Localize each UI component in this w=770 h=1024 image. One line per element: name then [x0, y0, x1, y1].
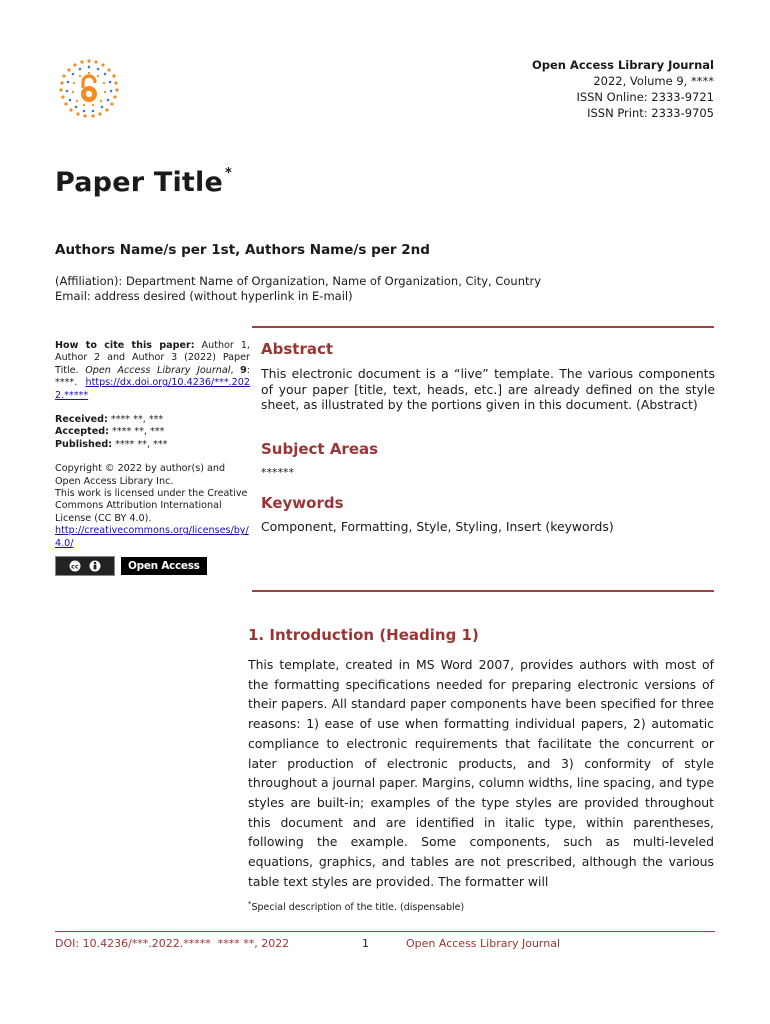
cite-text: Author 1, Author 2 and Author 3 (2022) Paper Title.: [55, 340, 250, 376]
accepted-label: Accepted:: [55, 426, 109, 438]
paper-title: [55, 166, 232, 198]
journal-logo: [58, 58, 120, 120]
keywords-heading: Keywords: [261, 494, 344, 512]
section-divider-bottom: [252, 590, 714, 592]
cc-icon: [68, 559, 82, 573]
title-footnote-mark: *: [224, 166, 232, 181]
open-access-lock-icon: [58, 58, 120, 120]
received-label: Received:: [55, 414, 108, 426]
introduction-text: This template, created in MS Word 2007, provides authors with most of the formatting specifications needed for preparing electronic versions of their papers. All standard paper components have been specified for three reasons: 1) ease of use when formatting individual papers, 2) automatic compliance to electronic requirements that facilitate the concurrent or later production of electronic products, and 3) conformity of style throughout a journal paper. Margins, column widths, line spacing, and type styles are built-in; examples of the type styles are provided throughout this document and are identified in italic type, within parentheses, following the example. Some components, such as multi-leveled equations, graphics, and tables are not prescribed, although the various table text styles are provided. The formatter will: [248, 657, 714, 889]
cite-label: How to cite this paper:: [55, 340, 195, 351]
dates-block: [55, 414, 250, 451]
email: Email: address desired (without hyperlink in E-mail): [55, 289, 353, 303]
journal-name: Open Access Library Journal: [531, 58, 714, 72]
published-value: **** **, ***: [115, 438, 168, 450]
footer-journal: Open Access Library Journal: [406, 937, 561, 950]
by-attribution-icon: [88, 559, 102, 573]
affiliation-block: [55, 274, 541, 304]
sidebar: [55, 340, 250, 576]
issn-print: ISSN Print: 2333-9705: [587, 106, 714, 120]
received-value: **** **, ***: [110, 414, 164, 426]
footer-doi-text: DOI: 10.4236/***.2022.*****: [55, 937, 211, 950]
open-access-badge[interactable]: Open Access: [121, 557, 207, 575]
cite-journal: Open Access Library Journal: [85, 364, 231, 376]
abstract-text: This electronic document is a “live” template. The various components of your paper [title, text, heads, etc.] are already defined on the style sheet, as illustrated by the portions given in this document. (Abstract): [261, 366, 715, 412]
license-badges: [55, 556, 250, 576]
cite-volume: 9: [240, 364, 247, 376]
cc-by-license-icon[interactable]: [55, 556, 115, 576]
license-line: This work is licensed under the Creative Commons Attribution International License (CC BY 4.0).: [55, 488, 248, 524]
journal-info: [532, 57, 714, 121]
subject-areas-heading: Subject Areas: [261, 440, 379, 458]
copyright-line: Copyright © 2022 by author(s) and Open Access Library Inc.: [55, 463, 226, 487]
title-footnote: [248, 900, 464, 913]
paper-title-text: Paper Title: [55, 167, 223, 198]
copyright-block: [55, 463, 250, 550]
subject-areas-value: ******: [261, 466, 294, 479]
doi-link[interactable]: https://dx.doi.org/10.4236/***.2022.*****: [55, 377, 250, 401]
footnote-text: Special description of the title. (dispensable): [251, 902, 465, 914]
accepted-value: **** **, ***: [112, 426, 165, 438]
license-link[interactable]: http://creativecommons.org/licenses/by/4.0/: [55, 525, 249, 549]
svg-text:cc: cc: [71, 562, 79, 571]
cite-pages: ****.: [55, 377, 78, 389]
page-number: 1: [362, 937, 369, 950]
volume-line: 2022, Volume 9, ****: [593, 74, 714, 88]
issn-online: ISSN Online: 2333-9721: [576, 90, 714, 104]
section-divider-top: [252, 326, 714, 328]
authors: Authors Name/s per 1st, Authors Name/s per 2nd: [55, 242, 430, 258]
footer-doi: [55, 937, 289, 950]
cite-block: How to cite this paper: Author 1, Author 2 and Author 3 (2022) Paper Title. Open Access Library Journal, 9: ****. https://dx.doi.org/10.4236/***.2022.*****: [55, 340, 250, 401]
footer-divider: [55, 931, 715, 932]
abstract-heading: Abstract: [261, 340, 334, 358]
keywords-value: Component, Formatting, Style, Styling, Insert (keywords): [261, 519, 614, 534]
footnote-mark: *: [248, 900, 252, 908]
affiliation: (Affiliation): Department Name of Organization, Name of Organization, City, Country: [55, 274, 542, 288]
footer-date: **** **, 2022: [217, 937, 290, 950]
published-label: Published:: [55, 438, 113, 450]
introduction-heading: 1. Introduction (Heading 1): [248, 626, 479, 644]
